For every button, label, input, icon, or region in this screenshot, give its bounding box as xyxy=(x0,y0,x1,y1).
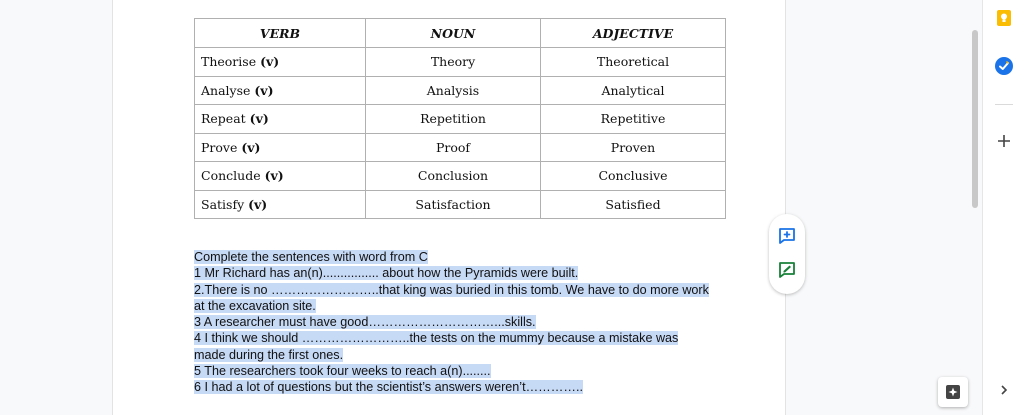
word-forms-table xyxy=(194,18,726,219)
table-row xyxy=(195,76,726,105)
table-row xyxy=(195,105,726,134)
verb-word: Analyse xyxy=(201,82,251,98)
exercise-line xyxy=(194,379,709,395)
noun-cell: Theory xyxy=(366,48,541,77)
exercise-line xyxy=(194,363,709,379)
side-panel xyxy=(982,0,1024,415)
keep-icon xyxy=(995,9,1013,27)
keep-button[interactable] xyxy=(994,8,1014,28)
exercise-line xyxy=(194,347,709,363)
exercise-line xyxy=(194,298,709,314)
exercise-line xyxy=(194,330,709,346)
verb-word: Satisfy xyxy=(201,196,245,212)
explore-button[interactable] xyxy=(938,377,968,407)
table-header-row xyxy=(195,19,726,48)
adjective-cell: Conclusive xyxy=(541,162,726,191)
suggest-edit-button[interactable] xyxy=(776,259,798,281)
verb-cell xyxy=(195,190,366,219)
add-comment-button[interactable] xyxy=(776,225,798,247)
header-adjective: ADJECTIVE xyxy=(541,19,726,48)
suggest-edit-icon xyxy=(777,260,797,280)
table-row xyxy=(195,48,726,77)
selected-text: 5 The researchers took four weeks to reach a(n)........ xyxy=(194,364,491,379)
adjective-cell: Proven xyxy=(541,133,726,162)
exercise-line xyxy=(194,314,709,330)
plus-icon xyxy=(997,134,1011,148)
table-row xyxy=(195,190,726,219)
verb-word: Prove xyxy=(201,139,238,155)
verb-tag: (v) xyxy=(248,196,268,212)
table-row xyxy=(195,162,726,191)
table-row xyxy=(195,133,726,162)
adjective-cell: Satisfied xyxy=(541,190,726,219)
verb-cell xyxy=(195,76,366,105)
tasks-button[interactable] xyxy=(994,56,1014,76)
selected-text: at the excavation site. xyxy=(194,298,316,313)
exercise-line xyxy=(194,249,709,265)
verb-tag: (v) xyxy=(254,82,274,98)
selected-text: 3 A researcher must have good…………………………...skills. xyxy=(194,315,536,330)
noun-cell: Satisfaction xyxy=(366,190,541,219)
exercise-text[interactable] xyxy=(194,249,709,396)
verb-tag: (v) xyxy=(264,168,284,184)
adjective-cell: Repetitive xyxy=(541,105,726,134)
verb-cell xyxy=(195,133,366,162)
verb-tag: (v) xyxy=(249,111,269,127)
add-comment-icon xyxy=(777,226,797,246)
exercise-line xyxy=(194,265,709,281)
header-verb: VERB xyxy=(195,19,366,48)
verb-cell xyxy=(195,105,366,134)
verb-cell xyxy=(195,48,366,77)
verb-word: Repeat xyxy=(201,111,246,127)
selected-text: 1 Mr Richard has an(n)................ about how the Pyramids were built. xyxy=(194,266,579,281)
verb-tag: (v) xyxy=(260,54,280,70)
selected-text: made during the first ones. xyxy=(194,347,344,362)
selected-text: Complete the sentences with word from C xyxy=(194,250,428,264)
noun-cell: Repetition xyxy=(366,105,541,134)
tasks-icon xyxy=(994,56,1014,76)
noun-cell: Proof xyxy=(366,133,541,162)
document-page[interactable] xyxy=(112,0,786,415)
get-addons-button[interactable] xyxy=(994,131,1014,151)
noun-cell: Analysis xyxy=(366,76,541,105)
noun-cell: Conclusion xyxy=(366,162,541,191)
adjective-cell: Analytical xyxy=(541,76,726,105)
selected-text: 4 I think we should ……………………..the tests on the mummy because a mistake was xyxy=(194,331,679,346)
adjective-cell: Theoretical xyxy=(541,48,726,77)
header-noun: NOUN xyxy=(366,19,541,48)
vertical-scrollbar-thumb[interactable] xyxy=(972,30,978,208)
side-panel-divider xyxy=(995,104,1013,105)
exercise-line xyxy=(194,282,709,298)
selected-text: 2.There is no ……………………..that king was buried in this tomb. We have to do more work xyxy=(194,282,709,297)
expand-panel-button[interactable] xyxy=(994,380,1014,400)
verb-tag: (v) xyxy=(241,139,261,155)
verb-cell xyxy=(195,162,366,191)
verb-word: Conclude xyxy=(201,168,261,184)
verb-word: Theorise xyxy=(201,54,257,70)
selected-text: 6 I had a lot of questions but the scientist’s answers weren’t………….. xyxy=(194,380,583,395)
chevron-right-icon xyxy=(998,384,1010,396)
explore-icon xyxy=(944,383,962,401)
floating-action-panel xyxy=(769,214,805,294)
